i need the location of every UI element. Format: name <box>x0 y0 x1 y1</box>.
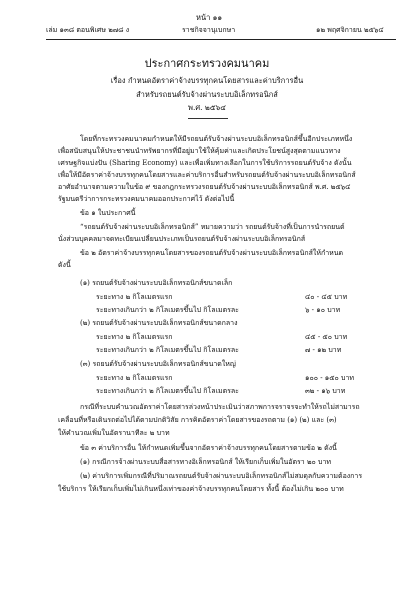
clause-2-text: ข้อ ๒ อัตราค่าจ้างบรรทุกคนโดยสารของรถยนต์รับจ้างผ่านระบบอิเล็กทรอนิกส์ให้กำหนด <box>80 249 344 257</box>
clause-3-item-2-cont: ใช้บริการ ให้เรียกเก็บเพิ่มไม่เกินหนึ่งเท่าของค่าจ้างบรรทุกคนโดยสาร ทั้งนี้ ต้องไม่เกิน ๒๐๐ บาท <box>58 485 344 493</box>
rate-row-value: ๓๒ - ๑๖ บาท <box>305 387 346 395</box>
publication-date: ๑๒ พฤศจิกายน ๒๕๖๔ <box>316 26 384 34</box>
preamble-line: เพื่อสนับสนุนให้ประชาชนนำทรัพยากรที่มีอยู่มาใช้ให้คุ้มค่าและเกิดประโยชน์สูงสุดตามแนวทาง <box>58 147 341 155</box>
surcharge-text: กรณีที่ระบบคำนวณอัตราค่าโดยสารล่วงหน้าประเมินว่าสภาพการจราจรจะทำให้รถไม่สามารถ <box>80 403 360 411</box>
announcement-title: ประกาศกระทรวงคมนาคม <box>144 57 270 70</box>
clause-3-item-1: (๑) กรณีการจ้างผ่านระบบสื่อสารทางอิเล็กทรอนิกส์ ให้เรียกเก็บเพิ่มในอัตรา ๒๐ บาท <box>80 458 332 466</box>
rate-heading-medium: (๒) รถยนต์รับจ้างผ่านระบบอิเล็กทรอนิกส์ขนาดกลาง <box>80 319 238 327</box>
clause-1-definition: “รถยนต์รับจ้างผ่านระบบอิเล็กทรอนิกส์” หมายความว่า รถยนต์รับจ้างที่เป็นการนำรถยนต์ <box>80 223 345 231</box>
preamble-line: รัฐมนตรีว่าการกระทรวงคมนาคมออกประกาศไว้ ดังต่อไปนี้ <box>58 195 235 203</box>
rate-row-label: ระยะทางเกินกว่า ๒ กิโลเมตรขึ้นไป กิโลเมตรละ <box>96 387 239 395</box>
clause-1-definition-cont: นั่งส่วนบุคคลมาจดทะเบียนเปลี่ยนประเภทเป็นรถยนต์รับจ้างผ่านระบบอิเล็กทรอนิกส์ <box>58 235 306 243</box>
preamble-line: เศรษฐกิจแบ่งปัน (Sharing Economy) และเพื่อเพิ่มทางเลือกในการใช้บริการรถยนต์รับจ้าง ดังนั้น <box>58 159 352 167</box>
rate-row-value: ๖ - ๑๐ บาท <box>305 306 341 314</box>
rate-row-label: ระยะทาง ๒ กิโลเมตรแรก <box>96 333 173 341</box>
rate-row-label: ระยะทาง ๒ กิโลเมตรแรก <box>96 374 173 382</box>
announcement-subject-cont: สำหรับรถยนต์รับจ้างผ่านระบบอิเล็กทรอนิกส์ <box>136 90 278 99</box>
rate-row-label: ระยะทาง ๒ กิโลเมตรแรก <box>96 293 173 301</box>
rate-row-value: ๗ - ๑๒ บาท <box>305 346 342 354</box>
rate-row-value: ๔๐ - ๔๕ บาท <box>305 293 348 301</box>
announcement-year: พ.ศ. ๒๕๖๔ <box>188 103 226 112</box>
header-rule <box>46 39 396 40</box>
preamble-line: เพื่อให้มีอัตราค่าจ้างบรรทุกคนโดยสารและค่าบริการอื่นสำหรับรถยนต์รับจ้างผ่านระบบอิเล็กทรอนิกส์ <box>58 171 356 179</box>
preamble-line: อาศัยอำนาจตามความในข้อ ๙ ของกฎกระทรวงรถยนต์รับจ้างผ่านระบบอิเล็กทรอนิกส์ พ.ศ. ๒๕๖๔ <box>58 183 351 191</box>
surcharge-text: เคลื่อนที่หรือเดินรถต่อไปได้ตามปกติวิสัย การคิดอัตราค่าโดยสารของรถตาม (๑) (๒) และ (๓) <box>58 416 337 424</box>
clause-3-item-2: (๒) ค่าบริการเพิ่มกรณีที่ปริมาณรถยนต์รับจ้างผ่านระบบอิเล็กทรอนิกส์ไม่สมดุลกับความต้องการ <box>80 472 363 480</box>
rate-heading-large: (๓) รถยนต์รับจ้างผ่านระบบอิเล็กทรอนิกส์ขนาดใหญ่ <box>80 360 236 368</box>
rate-row-label: ระยะทางเกินกว่า ๒ กิโลเมตรขึ้นไป กิโลเมตรละ <box>96 346 239 354</box>
clause-3-heading: ข้อ ๓ ค่าบริการอื่น ให้กำหนดเพิ่มขึ้นจากอัตราค่าจ้างบรรทุกคนโดยสารตามข้อ ๒ ดังนี้ <box>80 444 337 452</box>
volume-info: เล่ม ๑๓๘ ตอนพิเศษ ๒๗๘ ง <box>46 26 130 34</box>
clause-2-text-cont: ดังนี้ <box>58 261 71 269</box>
surcharge-text: ให้คำนวณเพิ่มในอัตรานาทีละ ๒ บาท <box>58 429 170 437</box>
title-divider <box>188 118 228 119</box>
preamble-line: โดยที่กระทรวงคมนาคมกำหนดให้มีรถยนต์รับจ้างผ่านระบบอิเล็กทรอนิกส์ขึ้นอีกประเภทหนึ่ง <box>80 135 353 143</box>
rate-row-value: ๔๕ - ๕๐ บาท <box>305 333 348 341</box>
publication-name: ราชกิจจานุเบกษา <box>182 26 236 34</box>
rate-heading-small: (๑) รถยนต์รับจ้างผ่านระบบอิเล็กทรอนิกส์ขนาดเล็ก <box>80 279 233 287</box>
page-number: หน้า ๑๑ <box>196 13 223 22</box>
clause-1-heading: ข้อ ๑ ในประกาศนี้ <box>80 209 136 217</box>
rate-row-label: ระยะทางเกินกว่า ๒ กิโลเมตรขึ้นไป กิโลเมตรละ <box>96 306 239 314</box>
rate-row-value: ๑๐๐ - ๑๕๐ บาท <box>305 374 355 382</box>
announcement-subject: เรื่อง กำหนดอัตราค่าจ้างบรรทุกคนโดยสารและค่าบริการอื่น <box>110 76 304 85</box>
